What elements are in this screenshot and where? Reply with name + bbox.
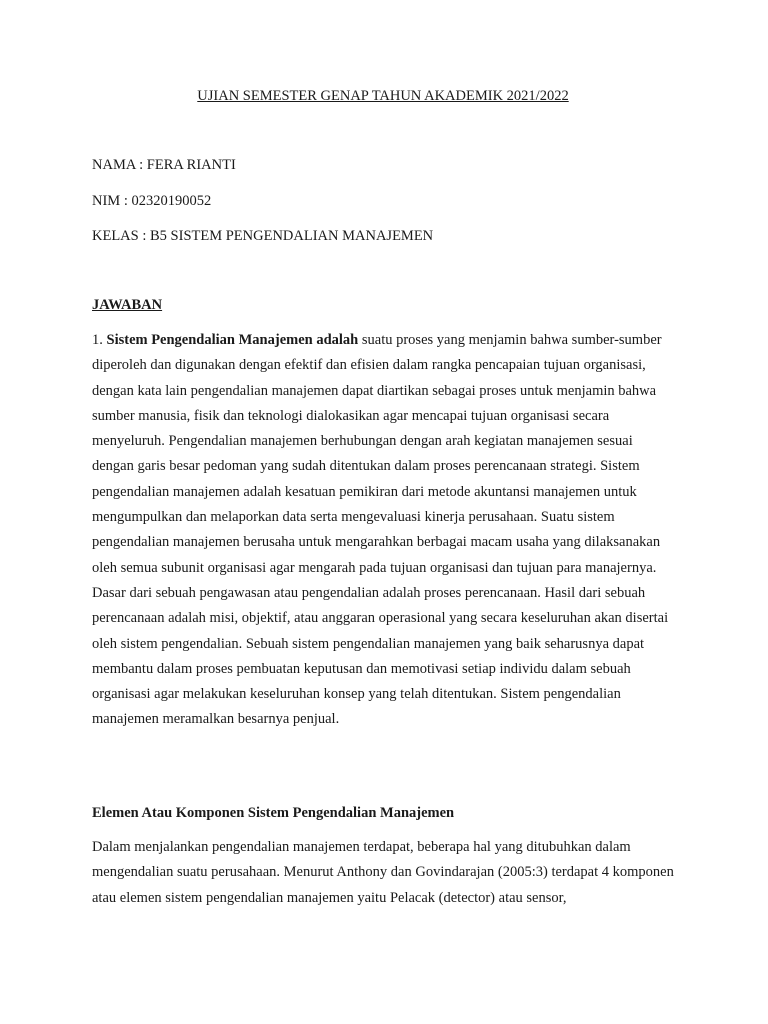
answer-heading: JAWABAN [92,297,163,313]
student-class: KELAS : B5 SISTEM PENGENDALIAN MANAJEMEN [92,228,434,244]
student-name: NAMA : FERA RIANTI [92,157,236,173]
answer-number: 1. [92,332,107,348]
student-nim: NIM : 02320190052 [92,193,212,209]
section-heading-elements: Elemen Atau Komponen Sistem Pengendalian Manajemen [92,805,455,821]
answer-body: suatu proses yang menjamin bahwa sumber-sumber diperoleh dan digunakan dengan efektif dan efisien dalam rangka pencapaian tujuan organisasi, dengan kata lain pengendalian manajemen dapat diartikan sebagai proses untuk menjamin bahwa sumber manusia, fisik dan teknologi dialokasikan agar mencapai tujuan organisasi secara menyeluruh. Pengendalian manajemen berhubungan dengan arah kegiatan manajemen sesuai dengan garis besar pedoman yang sudah ditentukan dalam proses perencanaan strategi. Sistem pengendalian manajemen adalah kesatuan pemikiran dari metode akuntansi manajemen untuk mengumpulkan dan melaporkan data serta mengevaluasi kinerja perusahaan. Suatu sistem pengendalian manajemen berusaha untuk mengarahkan berbagai macam usaha yang dilaksanakan oleh semua subunit organisasi agar mengarah pada tujuan organisasi dan tujuan para manajernya. Dasar dari sebuah pengawasan atau pengendalian adalah proses perencanaan. Hasil dari sebuah perencanaan adalah misi, objektif, atau anggaran operasional yang secara keseluruhan akan disertai oleh sistem pengendalian. Sebuah sistem pengendalian manajemen yang baik seharusnya dapat membantu dalam proses pembuatan keputusan dan memotivasi setiap individu dalam sebuah organisasi agar melakukan keseluruhan konsep yang telah ditentukan. Sistem pengendalian manajemen meramalkan besarnya penjual. [92,332,669,728]
section-elements-paragraph: Dalam menjalankan pengendalian manajemen terdapat, beberapa hal yang ditubuhkan dalam mengendalian suatu perusahaan. Menurut Anthony dan Govindarajan (2005:3) terdapat 4 komponen atau elemen sistem pengendalian manajemen yaitu Pelacak (detector) atau sensor, [92,839,674,906]
answer-1-paragraph [92,328,674,733]
answer-term: Sistem Pengendalian Manajemen adalah [106,332,359,348]
document-page [92,0,674,1024]
document-title: UJIAN SEMESTER GENAP TAHUN AKADEMIK 2021/2022 [197,88,569,104]
